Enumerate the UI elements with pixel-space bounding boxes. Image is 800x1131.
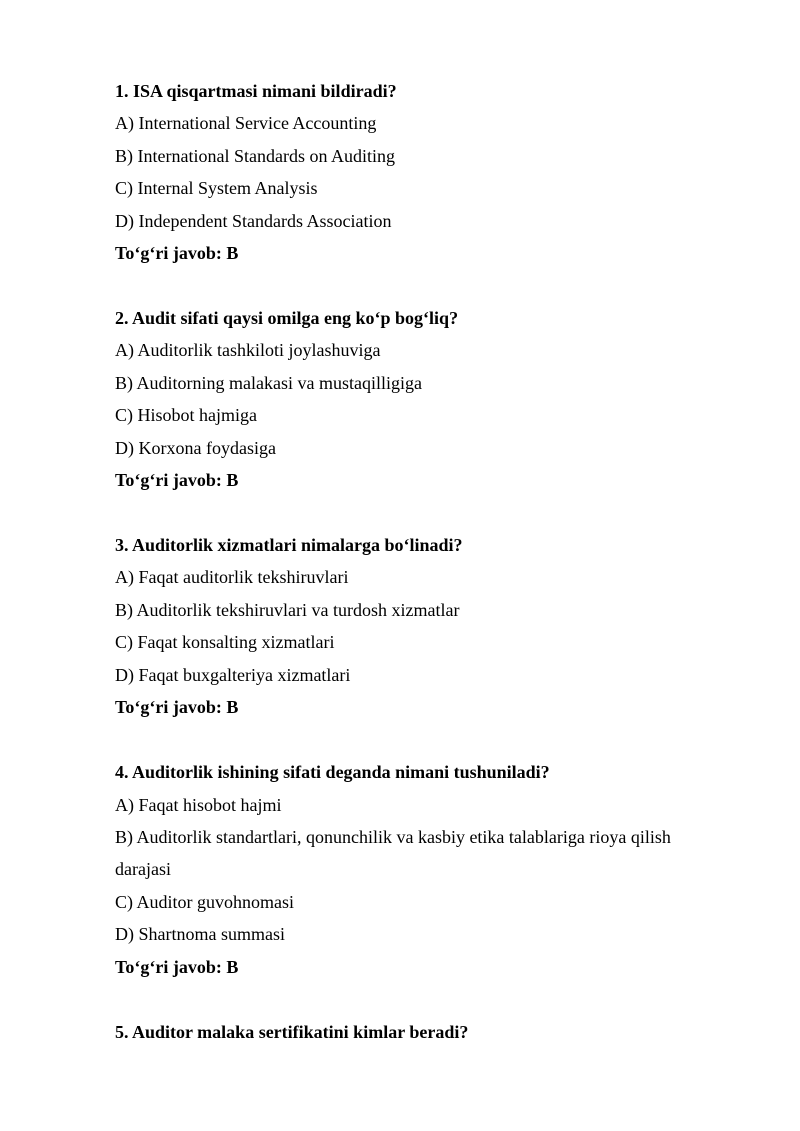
question-text: 1. ISA qisqartmasi nimani bildiradi? bbox=[115, 81, 397, 101]
option-b: B) Auditorlik tekshiruvlari va turdosh xizmatlar bbox=[115, 599, 460, 620]
option-d: D) Shartnoma summasi bbox=[115, 924, 285, 945]
question-block bbox=[115, 75, 715, 269]
option-b: B) International Standards on Auditing bbox=[115, 145, 395, 166]
question-block bbox=[115, 756, 715, 983]
correct-answer: To‘g‘ri javob: B bbox=[115, 956, 239, 977]
option-d: D) Korxona foydasiga bbox=[115, 437, 276, 458]
question-block bbox=[115, 1016, 715, 1048]
option-c: C) Internal System Analysis bbox=[115, 178, 318, 199]
question-text: 3. Auditorlik xizmatlari nimalarga bo‘linadi? bbox=[115, 535, 463, 556]
option-d: D) Independent Standards Association bbox=[115, 210, 392, 231]
option-b: B) Auditorlik standartlari, qonunchilik va kasbiy etika talablariga rioya qilish darajasi bbox=[115, 826, 671, 880]
correct-answer: To‘g‘ri javob: B bbox=[115, 243, 239, 264]
spacer bbox=[115, 983, 715, 1016]
option-a: A) International Service Accounting bbox=[115, 113, 377, 134]
option-b: B) Auditorning malakasi va mustaqilligiga bbox=[115, 372, 422, 393]
question-text: 5. Auditor malaka sertifikatini kimlar beradi? bbox=[115, 1021, 469, 1042]
option-c: C) Faqat konsalting xizmatlari bbox=[115, 632, 335, 653]
correct-answer: To‘g‘ri javob: B bbox=[115, 697, 239, 718]
question-text: 4. Auditorlik ishining sifati deganda nimani tushuniladi? bbox=[115, 762, 550, 783]
spacer bbox=[115, 724, 715, 757]
correct-answer: To‘g‘ri javob: B bbox=[115, 470, 239, 491]
option-a: A) Auditorlik tashkiloti joylashuviga bbox=[115, 340, 381, 361]
question-block bbox=[115, 529, 715, 723]
option-a: A) Faqat auditorlik tekshiruvlari bbox=[115, 567, 349, 588]
document-page bbox=[115, 75, 715, 1048]
option-c: C) Auditor guvohnomasi bbox=[115, 891, 294, 912]
option-d: D) Faqat buxgalteriya xizmatlari bbox=[115, 664, 351, 685]
spacer bbox=[115, 496, 715, 529]
question-block bbox=[115, 302, 715, 496]
option-c: C) Hisobot hajmiga bbox=[115, 405, 257, 426]
option-a: A) Faqat hisobot hajmi bbox=[115, 794, 282, 815]
question-text: 2. Audit sifati qaysi omilga eng ko‘p bog‘liq? bbox=[115, 308, 459, 329]
spacer bbox=[115, 269, 715, 302]
